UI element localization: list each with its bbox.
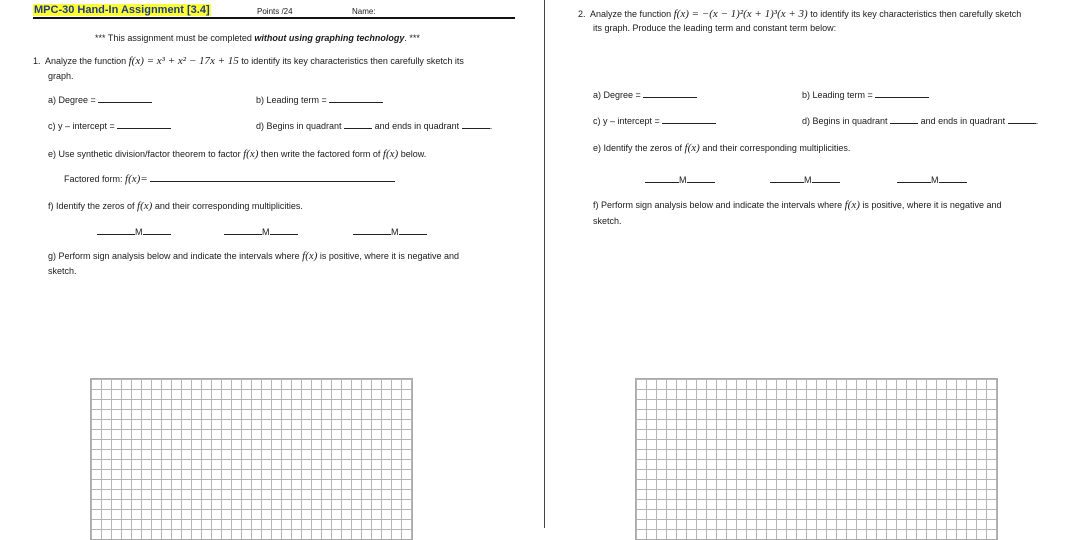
q2-zero-2	[770, 174, 840, 185]
q2-prompt	[578, 8, 1021, 20]
q2-degree-row	[593, 89, 697, 100]
q1-mult-3-blank[interactable]	[399, 226, 427, 235]
q1-yint-blank[interactable]	[117, 120, 171, 129]
q2-zero-3-blank[interactable]	[897, 174, 931, 183]
q1-prompt	[33, 55, 464, 67]
q2-leading-label: b) Leading term =	[802, 90, 873, 100]
q1-zero-2	[224, 226, 298, 237]
q1-mult-1-label: M	[135, 227, 143, 237]
q2-leading-row	[802, 89, 929, 100]
q1-mult-2-blank[interactable]	[270, 226, 298, 235]
q1-zero-2-blank[interactable]	[224, 226, 262, 235]
q2-degree-label: a) Degree =	[593, 90, 641, 100]
q2-prompt-a: Analyze the function	[590, 9, 674, 19]
notice-emphasis: without using graphing technology	[254, 33, 405, 43]
q2-f-line2: sketch.	[593, 216, 622, 226]
q2-part-e	[593, 142, 850, 154]
notice-prefix: *** This assignment must be completed	[95, 33, 255, 43]
q1-leading-row	[256, 94, 383, 105]
q2-ends-blank[interactable]	[1008, 115, 1036, 124]
q2-zero-1	[645, 174, 715, 185]
q1-e-mid: then write the factored form of	[258, 149, 383, 159]
q1-leading-blank[interactable]	[329, 94, 383, 103]
q2-part-f	[593, 199, 1001, 211]
points-label: Points /24	[257, 7, 293, 16]
q1-prompt-b: to identify its key characteristics then carefully sketch its	[238, 56, 464, 66]
q1-degree-row	[48, 94, 152, 105]
q1-begins-label: d) Begins in quadrant	[256, 121, 342, 131]
q1-g-fx: f(x)	[302, 250, 318, 262]
q1-yint-row	[48, 120, 171, 131]
q2-mult-1-label: M	[679, 175, 687, 185]
q1-e-fx1: f(x)	[243, 148, 259, 160]
q1-begins-blank[interactable]	[344, 120, 372, 129]
page-divider	[544, 0, 545, 528]
q1-f-suffix: and their corresponding multiplicities.	[152, 201, 303, 211]
q1-factored-label: Factored form:	[64, 174, 126, 184]
q1-quadrant-period: .	[489, 121, 493, 131]
q1-zero-1	[97, 226, 171, 237]
q1-f-prefix: f) Identify the zeros of	[48, 201, 138, 211]
q2-quadrant-period: .	[1035, 116, 1039, 126]
q1-f-fx: f(x)	[137, 200, 153, 212]
q2-function: f(x) = −(x − 1)²(x + 1)³(x + 3)	[673, 8, 808, 20]
q2-mult-1-blank[interactable]	[687, 174, 715, 183]
q1-ends-label: and ends in quadrant	[374, 121, 460, 131]
q2-mult-2-blank[interactable]	[812, 174, 840, 183]
q1-zero-3	[353, 226, 427, 237]
q2-zero-3	[897, 174, 967, 185]
q1-factored-row	[64, 173, 395, 185]
q1-factored-blank[interactable]	[150, 173, 395, 182]
q1-g-line2: sketch.	[48, 266, 77, 276]
q2-leading-blank[interactable]	[875, 89, 929, 98]
q1-number: 1.	[33, 56, 41, 66]
assignment-title	[33, 4, 211, 16]
q2-yint-label: c) y – intercept =	[593, 116, 660, 126]
q1-prompt-c: graph.	[48, 71, 74, 81]
q1-mult-1-blank[interactable]	[143, 226, 171, 235]
q2-zero-2-blank[interactable]	[770, 174, 804, 183]
q1-yint-label: c) y – intercept =	[48, 121, 115, 131]
q1-graph-grid[interactable]	[90, 378, 413, 540]
q1-degree-label: a) Degree =	[48, 95, 96, 105]
q1-zero-1-blank[interactable]	[97, 226, 135, 235]
q1-e-prefix: e) Use synthetic division/factor theorem to factor	[48, 149, 244, 159]
q2-e-prefix: e) Identify the zeros of	[593, 143, 685, 153]
q2-begins-blank[interactable]	[890, 115, 918, 124]
q2-ends-label: and ends in quadrant	[920, 116, 1006, 126]
notice-text	[95, 33, 420, 43]
q2-yint-blank[interactable]	[662, 115, 716, 124]
q1-mult-2-label: M	[262, 227, 270, 237]
q1-g-suffix: is positive, where it is negative and	[317, 251, 459, 261]
q2-quadrant-row	[802, 115, 1038, 126]
q1-factored-fx: f(x)=	[125, 173, 148, 185]
name-label: Name:	[352, 7, 376, 16]
q1-e-fx2: f(x)	[382, 148, 399, 160]
q1-part-e	[48, 148, 426, 160]
q2-mult-3-label: M	[931, 175, 939, 185]
q1-prompt-a: Analyze the function	[45, 56, 129, 66]
notice-suffix: . ***	[404, 33, 420, 43]
q1-part-g	[48, 250, 459, 262]
q1-mult-3-label: M	[391, 227, 399, 237]
q2-e-suffix: and their corresponding multiplicities.	[699, 143, 851, 153]
q2-number: 2.	[578, 9, 586, 19]
q1-function: f(x) = x³ + x² − 17x + 15	[128, 55, 239, 67]
q1-g-prefix: g) Perform sign analysis below and indicate the intervals where	[48, 251, 303, 261]
q2-e-fx: f(x)	[684, 142, 700, 154]
q1-ends-blank[interactable]	[462, 120, 490, 129]
q2-degree-blank[interactable]	[643, 89, 697, 98]
q2-f-prefix: f) Perform sign analysis below and indicate the intervals where	[593, 200, 845, 210]
title-text: MPC-30 Hand-In Assignment [3.4]	[34, 4, 210, 16]
q2-f-fx: f(x)	[844, 199, 860, 211]
q1-part-f	[48, 200, 303, 212]
q2-graph-grid[interactable]	[635, 378, 998, 540]
q2-yint-row	[593, 115, 716, 126]
q2-prompt-c: its graph. Produce the leading term and constant term below:	[593, 23, 837, 33]
q2-mult-3-blank[interactable]	[939, 174, 967, 183]
q1-quadrant-row	[256, 120, 492, 131]
q2-zero-1-blank[interactable]	[645, 174, 679, 183]
q1-degree-blank[interactable]	[98, 94, 152, 103]
q2-mult-2-label: M	[804, 175, 812, 185]
q1-e-suffix: below.	[398, 149, 427, 159]
q2-f-suffix: is positive, where it is negative and	[859, 200, 1002, 210]
q1-leading-label: b) Leading term =	[256, 95, 327, 105]
q1-zero-3-blank[interactable]	[353, 226, 391, 235]
q2-begins-label: d) Begins in quadrant	[802, 116, 888, 126]
q2-prompt-b: to identify its key characteristics then carefully sketch	[807, 9, 1022, 19]
